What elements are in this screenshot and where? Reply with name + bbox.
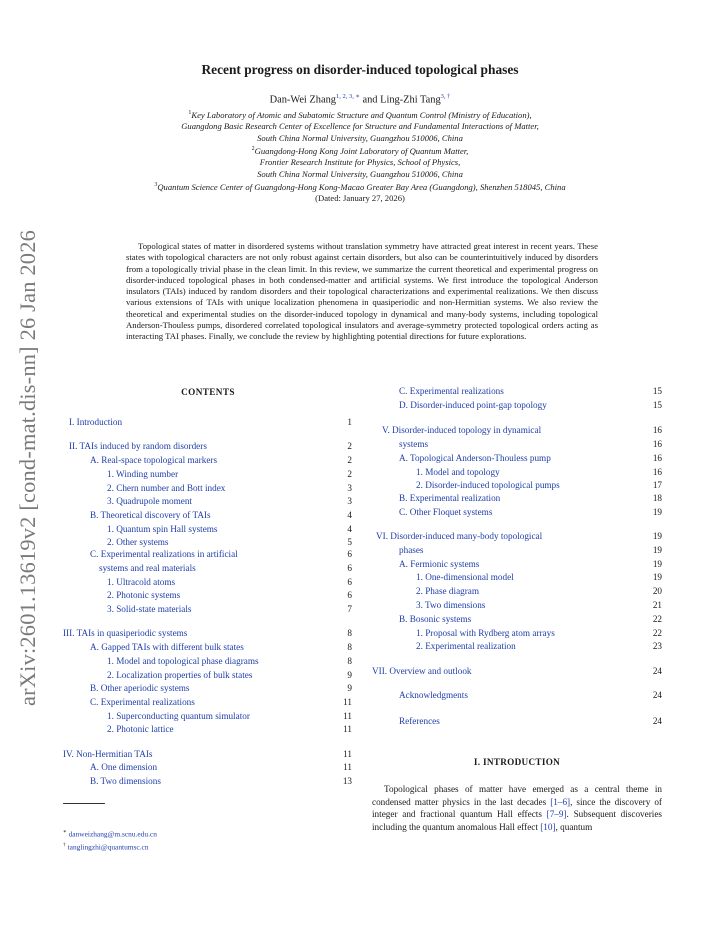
toc-entry-label[interactable]: systems and real materials xyxy=(99,563,196,573)
toc-entry-page: 11 xyxy=(343,749,352,759)
footnote-rule xyxy=(63,803,105,804)
toc-entry-label[interactable]: 2. Phase diagram xyxy=(416,586,480,596)
toc-entry-label[interactable]: 3. Two dimensions xyxy=(416,600,486,610)
footnotes xyxy=(63,827,157,853)
toc-entry-label[interactable]: A. Topological Anderson-Thouless pump xyxy=(399,453,551,463)
toc-entry-label[interactable]: 2. Localization properties of bulk states xyxy=(107,670,253,680)
toc-entry-label[interactable]: 3. Solid-state materials xyxy=(107,604,192,614)
citation-link[interactable]: [10] xyxy=(540,821,556,832)
toc-entry-label[interactable]: 2. Photonic lattice xyxy=(107,724,174,734)
toc-entry-page: 4 xyxy=(347,524,352,534)
toc-entry-page: 24 xyxy=(652,666,662,676)
toc-entry-page: 6 xyxy=(347,590,352,600)
toc-entry-page: 8 xyxy=(347,656,352,666)
toc-entry-label[interactable]: 2. Experimental realization xyxy=(416,641,516,651)
toc-entry-label[interactable]: 1. Model and topology xyxy=(416,467,500,477)
toc-entry-page: 1 xyxy=(347,417,352,427)
toc-entry-page: 15 xyxy=(652,386,662,396)
toc-entry-label[interactable]: A. Gapped TAIs with different bulk states xyxy=(90,642,244,652)
toc-entry-label[interactable]: phases xyxy=(399,545,424,555)
toc-entry-page: 8 xyxy=(347,628,352,638)
affiliations xyxy=(40,108,680,205)
toc-entry-label[interactable]: 2. Other systems xyxy=(107,537,169,547)
toc-entry-label[interactable]: A. Fermionic systems xyxy=(399,559,480,569)
affiliation-line: South China Normal University, Guangzhou 510006, China xyxy=(257,132,463,143)
arxiv-sidebar-stamp xyxy=(8,215,48,720)
toc-entry-label[interactable]: I. Introduction xyxy=(69,417,123,427)
toc-entry-label[interactable]: 1. Quantum spin Hall systems xyxy=(107,524,218,534)
author-affil-marks[interactable]: 1, 2, 3, ∗ xyxy=(335,93,360,100)
author-affil-marks[interactable]: 3, † xyxy=(440,93,451,100)
toc-entry-page: 8 xyxy=(347,642,352,652)
toc-entry-label[interactable]: B. Two dimensions xyxy=(90,776,161,786)
toc-entry-label[interactable]: 2. Photonic systems xyxy=(107,590,181,600)
toc-entry-page: 17 xyxy=(652,480,662,490)
toc-entry-label[interactable]: B. Experimental realization xyxy=(399,493,501,503)
toc-entry-page: 20 xyxy=(652,586,662,596)
affiliation-line: Guangdong Basic Research Center of Excellence for Structure and Fundamental Interactions of Matter, xyxy=(181,121,539,132)
toc-entry-page: 22 xyxy=(652,628,662,638)
footnote-email[interactable]: † tanglingzhi@quantumsc.cn xyxy=(63,842,149,852)
toc-entry-label[interactable]: 1. Winding number xyxy=(107,469,179,479)
toc-entry-page: 16 xyxy=(652,467,662,477)
toc-entry-page: 19 xyxy=(652,531,662,541)
toc-entry-page: 19 xyxy=(652,559,662,569)
toc-entry-label[interactable]: B. Bosonic systems xyxy=(399,614,472,624)
toc-entry-page: 6 xyxy=(347,563,352,573)
toc-entry-label[interactable]: III. TAIs in quasiperiodic systems xyxy=(63,628,188,638)
toc-entry-label[interactable]: 1. One-dimensional model xyxy=(416,572,514,582)
toc-entry-page: 7 xyxy=(347,604,352,614)
affiliation-line: $^1$Key Laboratory of Atomic and Subatomic Structure and Quantum Control (Ministry of Education), xyxy=(188,109,532,120)
toc-entry-label[interactable]: C. Experimental realizations in artificial xyxy=(90,549,238,559)
toc-entry-page: 13 xyxy=(342,776,352,786)
toc-entry-page: 3 xyxy=(347,483,352,493)
toc-entry-label[interactable]: B. Other aperiodic systems xyxy=(90,683,190,693)
toc-entry-page: 22 xyxy=(652,614,662,624)
toc-entry-page: 2 xyxy=(347,441,352,451)
toc-entry-page: 2 xyxy=(347,455,352,465)
toc-entry-page: 9 xyxy=(347,683,352,693)
author-name: Ling-Zhi Tang xyxy=(380,94,441,106)
arxiv-identifier: arXiv:2601.13619v2 [cond-mat.dis-nn] 26 Jan 2026 xyxy=(15,229,40,706)
toc-entry-label[interactable]: systems xyxy=(399,439,429,449)
affiliation-line: $^3$Quantum Science Center of Guangdong-Hong Kong-Macao Greater Bay Area (Guangdong), Shenzhen 518045, China xyxy=(154,182,566,193)
toc-entry-page: 2 xyxy=(347,469,352,479)
toc-entry-label[interactable]: B. Theoretical discovery of TAIs xyxy=(90,510,211,520)
toc-entry-label[interactable]: A. One dimension xyxy=(90,762,158,772)
toc-entry-label[interactable]: 2. Disorder-induced topological pumps xyxy=(416,480,560,490)
toc-entry-label[interactable]: V. Disorder-induced topology in dynamical xyxy=(382,425,542,435)
toc-entry-label[interactable]: 3. Quadrupole moment xyxy=(107,496,192,506)
toc-entry-label[interactable]: 2. Chern number and Bott index xyxy=(107,483,226,493)
toc-entry-page: 19 xyxy=(652,507,662,517)
toc-entry-page: 11 xyxy=(343,724,352,734)
toc-entry-page: 24 xyxy=(652,716,662,726)
toc-entry-page: 9 xyxy=(347,670,352,680)
toc-entry-page: 11 xyxy=(343,711,352,721)
toc-entry-page: 4 xyxy=(347,510,352,520)
date-line: (Dated: January 27, 2026) xyxy=(315,193,405,204)
author-name: Dan-Wei Zhang xyxy=(269,94,336,106)
toc-entry-page: 5 xyxy=(347,537,352,547)
abstract: Topological states of matter in disordered systems without translation symmetry have attracted great interest in recent years. These states with topological characters are not only robust against certain disorders, but also can be counterintuitively induced by disorders from a topologically trivial phase in the clean limit. In this review, we summarize the current theoretical and experimental progress on disorder-induced topological phases in both condensed-matter and artificial systems. We first introduce the topological Anderson insulators (TAIs) induced by random disorders and their topological characterizations and experimental realizations. We then discuss various extensions of TAIs with unique localization phenomena in quasiperiodic and non-Hermitian systems. We also review the theoretical and experimental studies on the disorder-induced topology in dynamical and many-body systems, including topological Anderson-Thouless pumps, disordered correlated topological insulators and average-symmetry protected topological orders acting as interacting TAI phases. Finally, we conclude the review by highlighting potential directions for future explorations. xyxy=(126,241,598,342)
toc-entry-label[interactable]: C. Experimental realizations xyxy=(399,386,504,396)
toc-entry-label[interactable]: 1. Ultracold atoms xyxy=(107,577,176,587)
toc-entry-page: 19 xyxy=(652,572,662,582)
toc-entry-page: 16 xyxy=(652,453,662,463)
toc-entry-label[interactable]: Acknowledgments xyxy=(399,690,468,700)
author-list xyxy=(0,92,720,105)
toc-entry-page: 16 xyxy=(652,425,662,435)
affiliation-line: $^2$Guangdong-Hong Kong Joint Laboratory of Quantum Matter, xyxy=(251,145,469,156)
section-heading-introduction: I. INTRODUCTION xyxy=(473,757,561,767)
toc-entry-page: 15 xyxy=(652,400,662,410)
toc-entry-label[interactable]: C. Other Floquet systems xyxy=(399,507,493,517)
toc-entry-page: 18 xyxy=(652,493,662,503)
toc-entry-page: 3 xyxy=(347,496,352,506)
toc-entry-page: 11 xyxy=(343,762,352,772)
toc-entry-label[interactable]: C. Experimental realizations xyxy=(90,697,195,707)
toc-entry-label[interactable]: A. Real-space topological markers xyxy=(90,455,218,465)
toc-entry-page: 23 xyxy=(652,641,662,651)
toc-entry-page: 16 xyxy=(652,439,662,449)
introduction-paragraph: Topological phases of matter have emerged as a central theme in condensed matter physics in the last decades [1–6], since the discovery of integer and fractional quantum Hall effects [7–9]. Subsequent discoveries including the quantum anomalous Hall effect [10], quantum xyxy=(372,784,662,832)
contents-heading: CONTENTS xyxy=(181,387,235,397)
toc-entry-label[interactable]: II. TAIs induced by random disorders xyxy=(69,441,207,451)
toc-entry-page: 19 xyxy=(652,545,662,555)
toc-entry-label[interactable]: VI. Disorder-induced many-body topological xyxy=(376,531,543,541)
toc-entry-page: 6 xyxy=(347,577,352,587)
toc-entry-label[interactable]: 1. Model and topological phase diagrams xyxy=(107,656,259,666)
toc-entry-label[interactable]: D. Disorder-induced point-gap topology xyxy=(399,400,547,410)
footnote-email[interactable]: ∗ danweizhang@m.scnu.edu.cn xyxy=(63,829,157,839)
toc-entry-page: 21 xyxy=(652,600,662,610)
toc-entry-label[interactable]: References xyxy=(399,716,440,726)
toc-entry-label[interactable]: VII. Overview and outlook xyxy=(372,666,472,676)
toc-entry-page: 11 xyxy=(343,697,352,707)
author-conjunction: and xyxy=(359,94,381,106)
affiliation-line: Frontier Research Institute for Physics, School of Physics, xyxy=(259,157,461,168)
toc-entry-label[interactable]: 1. Proposal with Rydberg atom arrays xyxy=(416,628,555,638)
paper-title: Recent progress on disorder-induced topological phases xyxy=(201,62,519,77)
affiliation-line: South China Normal University, Guangzhou 510006, China xyxy=(257,168,463,179)
toc-entry-page: 6 xyxy=(347,549,352,559)
citation-link[interactable]: [1–6] xyxy=(550,796,571,807)
toc-entry-label[interactable]: 1. Superconducting quantum simulator xyxy=(107,711,250,721)
toc-entry-page: 24 xyxy=(652,690,662,700)
toc-entry-label[interactable]: IV. Non-Hermitian TAIs xyxy=(63,749,153,759)
citation-link[interactable]: [7–9] xyxy=(546,809,567,820)
